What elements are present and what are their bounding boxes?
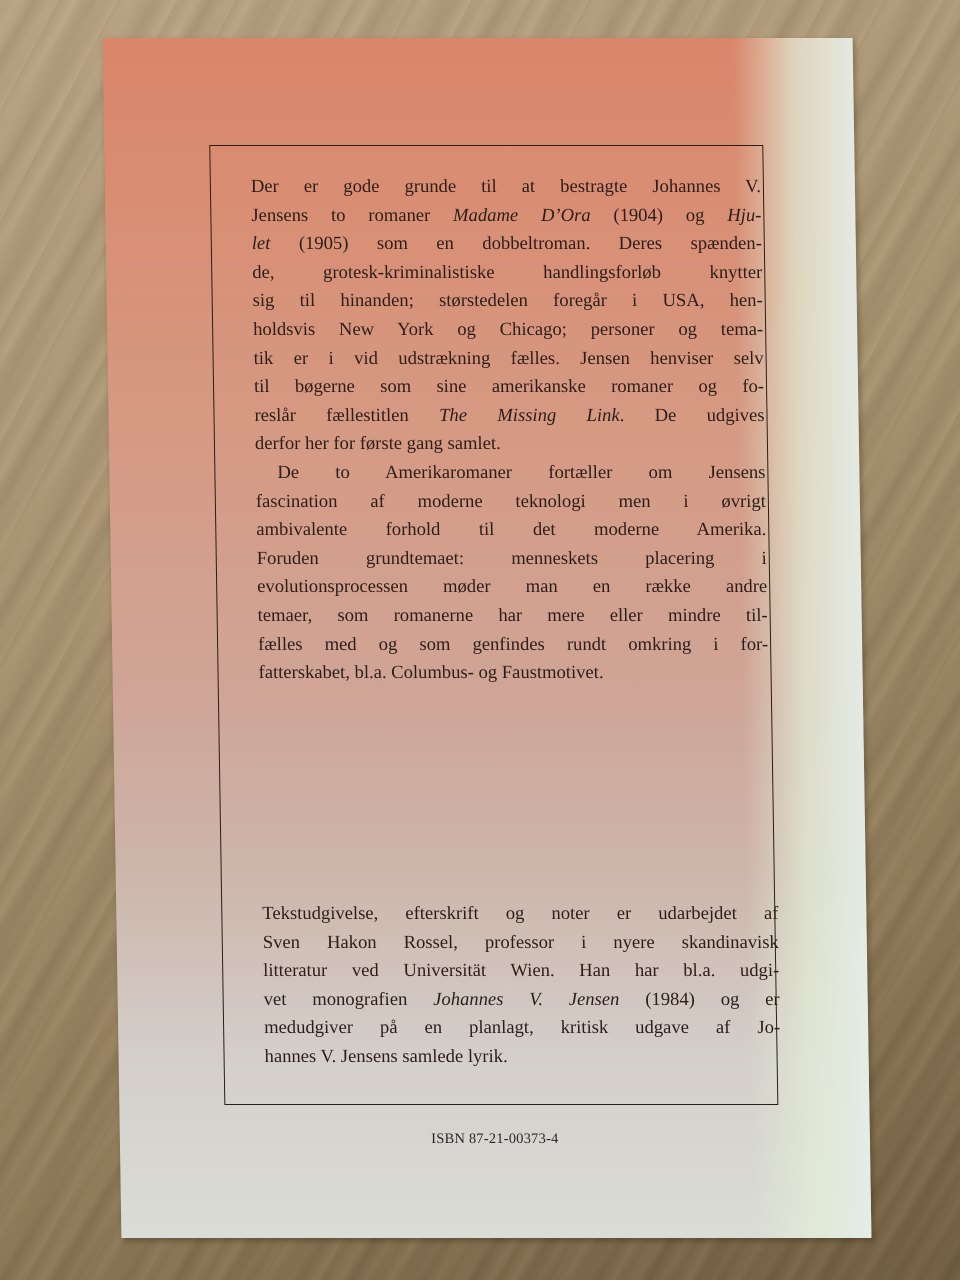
- book-back-cover: [103, 38, 872, 1238]
- blurb-line: tik er i vid udstrækning fælles. Jensen henviser selv: [253, 347, 764, 369]
- blurb-line: fascination af moderne teknologi men i øvrigt: [255, 490, 767, 512]
- blurb-line: Foruden grundtemaet: menneskets placering i: [256, 547, 767, 569]
- title-hjulet-part: let: [251, 233, 271, 255]
- editor-note-line: litteratur ved Universität Wien. Han har bl.a. udgi-: [263, 960, 780, 982]
- blurb-paragraph: [251, 173, 769, 688]
- blurb-line: temaer, som romanerne har mere eller mindre til-: [257, 604, 768, 626]
- title-johannes-v-jensen: Johannes V. Jensen: [433, 988, 620, 1010]
- editor-note-line: hannes V. Jensens samlede lyrik.: [264, 1045, 508, 1067]
- blurb-line: evolutionsprocessen møder man en række andre: [257, 576, 768, 598]
- blurb-line: Der er gode grunde til at bestragte Johannes V.: [250, 176, 762, 197]
- isbn-number: ISBN 87-21-00373-4: [431, 1131, 559, 1147]
- blurb-line: til bøgerne som sine amerikanske romaner og fo-: [253, 376, 765, 398]
- title-the-missing-link: The Missing Link: [438, 404, 620, 426]
- blurb-line: de, grotesk-kriminalistiske handlingsforløb knytter: [252, 261, 763, 283]
- editor-note-line: Tekstudgivelse, efterskrift og noter er udarbejdet af: [262, 903, 779, 924]
- blurb-line: reslår fællestitlen The Missing Link. De udgives: [254, 404, 765, 426]
- editor-note-line: medudgiver på en planlagt, kritisk udgave af Jo-: [263, 1017, 781, 1039]
- blurb-line: holdsvis New York og Chicago; personer og tema-: [252, 318, 764, 340]
- editor-note-paragraph: [262, 900, 781, 1072]
- blurb-line: fælles med og som genfindes rundt omkring i for-: [257, 633, 769, 655]
- blurb-line: let (1905) som en dobbeltroman. Deres spænden-: [251, 233, 762, 255]
- title-madame-dora: Madame D’Ora: [452, 204, 591, 226]
- blurb-line: De to Amerikaromaner fortæller om Jensens: [277, 461, 766, 483]
- editor-note-line: vet monografien Johannes V. Jensen (1984) og er: [263, 988, 780, 1010]
- editor-note-line: Sven Hakon Rossel, professor i nyere skandinavisk: [262, 931, 779, 953]
- blurb-line: sig til hinanden; størstedelen foregår i USA, hen-: [252, 290, 763, 312]
- title-hjulet-part: Hju-: [727, 204, 762, 226]
- blurb-line: fatterskabet, bl.a. Columbus- og Faustmotivet.: [258, 662, 604, 684]
- blurb-line: Jensens to romaner Madame D’Ora (1904) og Hju-: [251, 204, 762, 226]
- blurb-line: ambivalente forhold til det moderne Amerika.: [256, 519, 767, 541]
- blurb-line: derfor her for første gang samlet.: [254, 433, 501, 455]
